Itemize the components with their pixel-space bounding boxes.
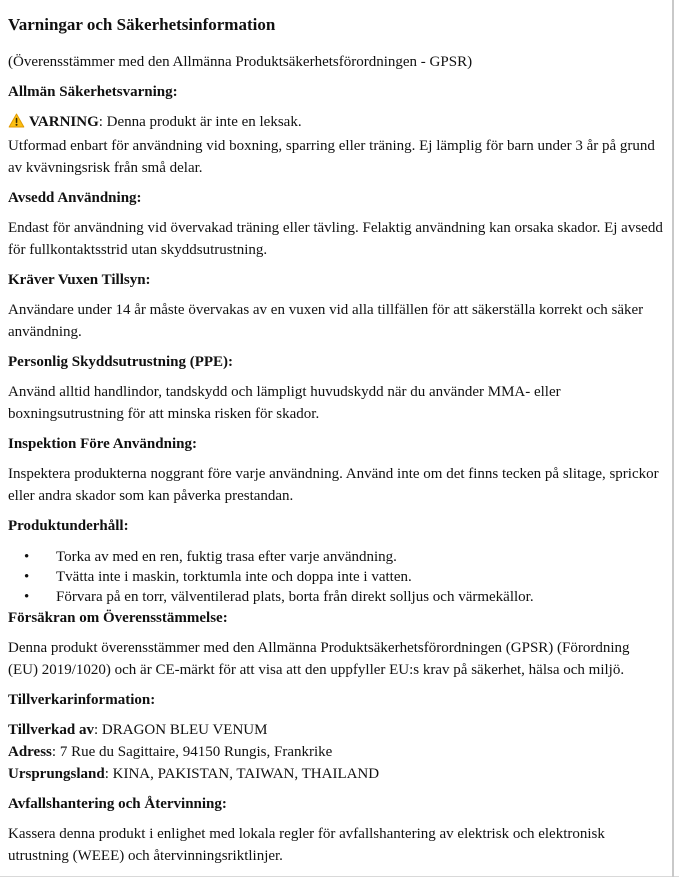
manufacturer-info (8, 719, 663, 785)
address-value: : 7 Rue du Sagittaire, 94150 Rungis, Frankrike (51, 744, 333, 760)
conformity-body: Denna produkt överensstämmer med den Allmänna Produktsäkerhetsförordningen (GPSR) (Förordning (EU) 2019/1020) och är CE-märkt för att visa att den uppfyller EU:s krav på säkerhet, hälsa och miljö. (8, 640, 630, 678)
heading-ppe: Personlig Skyddsutrustning (PPE): (8, 354, 234, 370)
heading-maintenance: Produktunderhåll: (8, 518, 129, 534)
ppe-body: Använd alltid handlindor, tandskydd och lämpligt huvudskydd när du använder MMA- eller boxningsutrustning för att minska risken för skador. (8, 384, 561, 422)
list-item: • Torka av med en ren, fuktig trasa efter varje användning. (8, 547, 663, 567)
general-safety-body: Utformad enbart för användning vid boxning, sparring eller träning. Ej lämplig för barn under 3 år på grund av kvävningsrisk från små delar. (8, 138, 655, 176)
manufacturer-row (8, 763, 663, 785)
disposal-body: Kassera denna produkt i enlighet med lokala regler för avfallshantering av elektrisk och elektronisk utrustning (WEEE) och återvinningsriktlinjer. (8, 826, 605, 864)
heading-inspection: Inspektion Före Användning: (8, 436, 197, 452)
page-title: Varningar och Säkerhetsinformation (8, 15, 276, 34)
page-edge-divider (672, 0, 674, 877)
safety-document (8, 13, 663, 867)
maintenance-list (8, 547, 663, 607)
heading-disposal: Avfallshantering och Återvinning: (8, 796, 227, 812)
inspection-body: Inspektera produkterna noggrant före varje användning. Använd inte om det finns tecken på slitage, sprickor eller andra skador som kan påverka prestandan. (8, 466, 659, 504)
adult-supervision-body: Användare under 14 år måste övervakas av en vuxen vid alla tillfällen för att säkerställa korrekt och säker användning. (8, 302, 644, 340)
manufacturer-row (8, 719, 663, 741)
list-item: • Förvara på en torr, välventilerad plats, borta från direkt solljus och värmekällor. (8, 587, 663, 607)
warning-label: VARNING (29, 114, 99, 130)
heading-manufacturer: Tillverkarinformation: (8, 692, 156, 708)
origin-label: Ursprungsland (8, 766, 105, 782)
warning-triangle-icon (8, 113, 25, 135)
page-subtitle: (Överensstämmer med den Allmänna Produktsäkerhetsförordningen - GPSR) (8, 54, 473, 70)
address-label: Adress (8, 744, 52, 760)
origin-value: : KINA, PAKISTAN, TAIWAN, THAILAND (104, 766, 380, 782)
manufacturer-row (8, 741, 663, 763)
list-item: • Tvätta inte i maskin, torktumla inte och doppa inte i vatten. (8, 567, 663, 587)
heading-intended-use: Avsedd Användning: (8, 190, 142, 206)
manufacturer-value: : DRAGON BLEU VENUM (94, 722, 268, 738)
warning-line (8, 111, 663, 135)
intended-use-body: Endast för användning vid övervakad träning eller tävling. Felaktig användning kan orsaka skador. Ej avsedd för fullkontaktsstrid utan skyddsutrustning. (8, 220, 663, 258)
heading-adult-supervision: Kräver Vuxen Tillsyn: (8, 272, 151, 288)
manufacturer-label: Tillverkad av (8, 722, 94, 738)
heading-conformity: Försäkran om Överensstämmelse: (8, 610, 228, 626)
warning-text: : Denna produkt är inte en leksak. (98, 114, 302, 130)
heading-general-safety: Allmän Säkerhetsvarning: (8, 84, 178, 100)
